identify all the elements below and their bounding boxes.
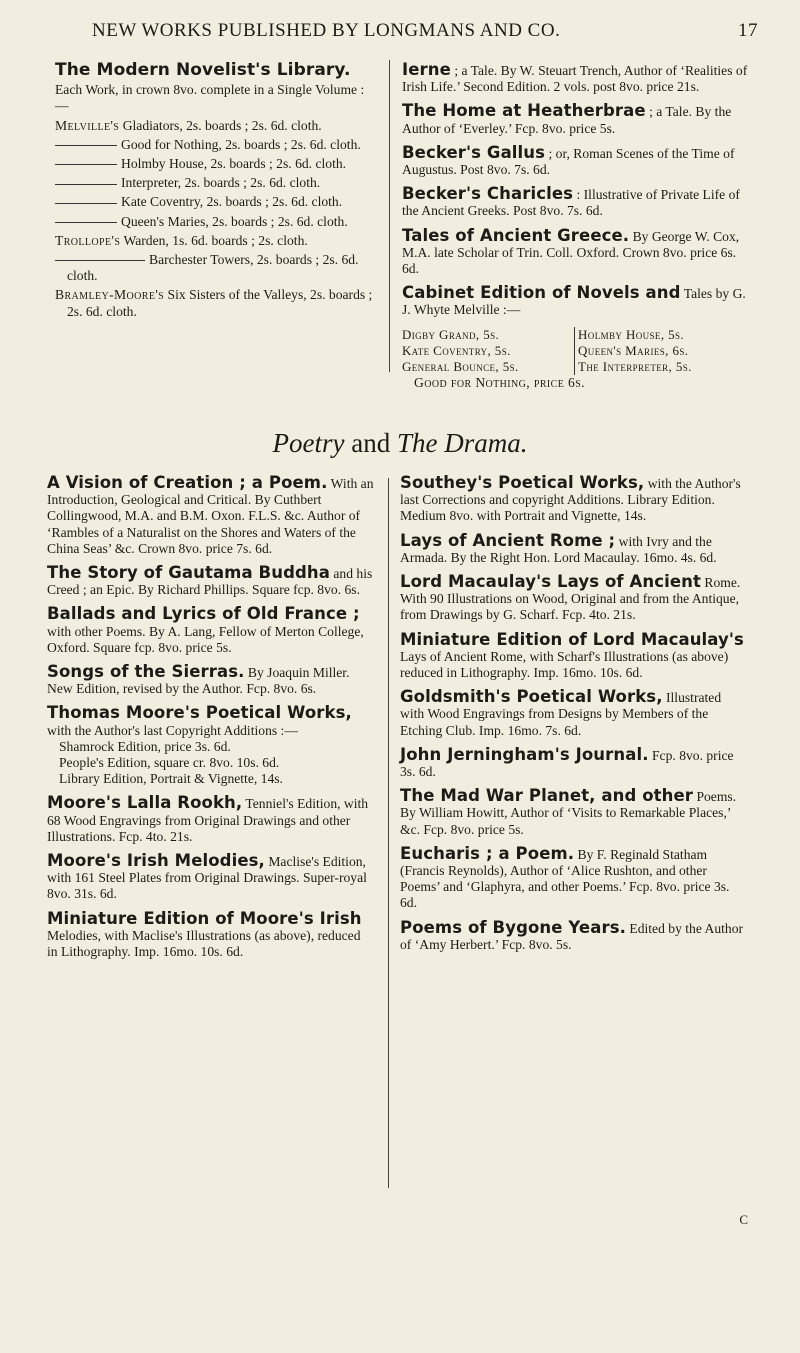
entry-subline: Shamrock Edition, price 3s. 6d. bbox=[59, 738, 231, 754]
entry-text: ; or, Roman Scenes of the Time of Augustus. Post 8vo. 7s. 6d. bbox=[402, 145, 735, 178]
book-entry bbox=[400, 574, 748, 624]
melville-grid bbox=[402, 327, 748, 375]
library-intro: Each Work, in crown 8vo. complete in a Single Volume :— bbox=[55, 82, 365, 114]
dash-rule bbox=[55, 164, 117, 165]
entry-title: John Jerningham's Journal. bbox=[400, 744, 649, 764]
library-entry bbox=[55, 233, 373, 249]
entry-title: Poems of Bygone Years. bbox=[400, 917, 626, 937]
entry-text: Barchester Towers, 2s. boards ; 2s. 6d. cloth. bbox=[67, 252, 359, 284]
book-entry bbox=[400, 530, 748, 566]
grid-cell bbox=[575, 343, 748, 359]
library-entry bbox=[55, 252, 373, 284]
poetry-left-column bbox=[47, 475, 374, 968]
book-entry bbox=[402, 103, 748, 136]
top-right-entries bbox=[402, 62, 748, 319]
entry-text: and his Creed ; an Epic. By Richard Phillips. Square fcp. 8vo. 6s. bbox=[47, 566, 373, 598]
entry-text: Illustrated with Wood Engravings from Designs by Members of the Etching Club. Imp. 16mo. 7s. 6d. bbox=[400, 690, 722, 738]
entry-title: Eucharis ; a Poem. bbox=[400, 843, 575, 863]
book-entry bbox=[402, 142, 748, 178]
entry-text: Poems. By William Howitt, Author of ‘Visits to Remarkable Places,’ &c. Fcp. 8vo. price 5s. bbox=[400, 789, 737, 837]
entry-title: Moore's Lalla Rookh, bbox=[47, 793, 243, 813]
entry-text: Lays of Ancient Rome, with Scharf's Illustrations (as above) reduced in Lithography. Imp. 16mo. 10s. 6d. bbox=[400, 648, 729, 681]
entry-text: By George W. Cox, M.A. late Scholar of Trin. Coll. Oxford. Crown 8vo. price 6s. 6d. bbox=[402, 228, 740, 277]
dash-rule bbox=[55, 203, 117, 204]
entry-subline: Library Edition, Portrait & Vignette, 14s. bbox=[59, 771, 283, 787]
entry-text: Edited by the Author of ‘Amy Herbert.’ Fcp. 8vo. 5s. bbox=[400, 920, 744, 952]
entry-title: Songs of the Sierras. bbox=[47, 662, 245, 682]
entry-text: Rome. With 90 Illustrations on Wood, Original and from the Antique, from Drawings by G. Scharf. Fcp. 4to. 21s. bbox=[400, 575, 741, 623]
entry-text: Queen's Maries, 2s. boards ; 2s. 6d. cloth. bbox=[121, 213, 348, 229]
entry-text: Maclise's Edition, with 161 Steel Plates from Original Drawings. Super-royal 8vo. 31s. 6d. bbox=[47, 854, 367, 902]
entry-text: Tenniel's Edition, with 68 Wood Engravings from Original Drawings and other Illustrations. Fcp. 4to. 21s. bbox=[47, 796, 369, 844]
entry-text: with the Author's last Corrections and copyright Additions. Library Edition. Medium 8vo. with Portrait and Vignette, 14s. bbox=[400, 476, 741, 524]
dash-rule bbox=[55, 145, 117, 146]
page-number: 17 bbox=[738, 20, 758, 41]
entry-title: Moore's Irish Melodies, bbox=[47, 851, 265, 871]
running-title: NEW WORKS PUBLISHED BY LONGMANS AND CO. bbox=[92, 20, 561, 41]
entry-text: with other Poems. By A. Lang, Fellow of Merton College, Oxford. Square fcp. 8vo. price 5s. bbox=[47, 623, 364, 655]
book-entry bbox=[47, 664, 374, 697]
book-entry bbox=[400, 917, 748, 953]
entry-author: Melville's bbox=[55, 117, 120, 133]
melville-last: Good for Nothing, price 6s. bbox=[414, 374, 585, 390]
grid-cell-text: The Interpreter, 5s. bbox=[578, 358, 692, 374]
grid-cell-text: Holmby House, 5s. bbox=[578, 326, 685, 342]
book-entry bbox=[47, 853, 374, 903]
library-entry bbox=[55, 214, 373, 230]
library-entry bbox=[55, 175, 373, 191]
entry-title: The Home at Heatherbrae bbox=[402, 101, 646, 121]
book-entry bbox=[47, 908, 374, 961]
grid-cell-text: Digby Grand, 5s. bbox=[402, 326, 500, 342]
entry-title: Lord Macaulay's Lays of Ancient bbox=[400, 572, 702, 592]
entry-title: Becker's Charicles bbox=[402, 184, 574, 204]
library-entries bbox=[55, 118, 373, 320]
grid-cell bbox=[402, 359, 575, 375]
book-entry bbox=[400, 744, 748, 780]
entry-title: The Story of Gautama Buddha bbox=[47, 563, 330, 583]
entry-title: The Modern Novelist's Library. bbox=[55, 60, 351, 80]
book-entry bbox=[47, 565, 374, 598]
entry-text: Holmby House, 2s. boards ; 2s. 6d. cloth. bbox=[121, 156, 347, 172]
grid-cell-text: General Bounce, 5s. bbox=[402, 358, 519, 374]
entry-text: ; a Tale. By the Author of ‘Everley.’ Fcp. 8vo. price 5s. bbox=[402, 104, 732, 136]
grid-cell-text: Queen's Maries, 6s. bbox=[578, 342, 689, 358]
book-entry bbox=[400, 843, 748, 912]
entry-text: : Illustrative of Private Life of the Ancient Greeks. Post 8vo. 7s. 6d. bbox=[402, 187, 740, 219]
grid-cell bbox=[575, 327, 748, 343]
entry-text: Six Sisters of the Valleys, 2s. boards ; 2s. 6d. cloth. bbox=[67, 287, 373, 319]
page-header bbox=[40, 20, 758, 46]
book-entry bbox=[47, 606, 374, 656]
dash-rule bbox=[55, 184, 117, 185]
entry-title: A Vision of Creation ; a Poem. bbox=[47, 473, 328, 492]
column-rule-top bbox=[389, 60, 390, 372]
entry-title: Tales of Ancient Greece. bbox=[402, 225, 630, 245]
section-heading-left: Poetry bbox=[272, 428, 345, 458]
entry-text: Gladiators, 2s. boards ; 2s. 6d. cloth. bbox=[122, 117, 322, 133]
grid-row bbox=[402, 343, 748, 359]
entry-text: with the Author's last Copyright Additions :— bbox=[47, 722, 298, 738]
book-entry bbox=[400, 788, 748, 838]
dash-rule bbox=[55, 260, 145, 261]
entry-text: By F. Reginald Statham (Francis Reynolds), Author of ‘Alice Rushton, and other Poems’ and ‘Glaphyra, and other Poems.’ Fcp. 8vo. price 3s. 6d. bbox=[400, 846, 730, 911]
entry-text: with Ivry and the Armada. By the Right Hon. Lord Macaulay. 16mo. 4s. 6d. bbox=[400, 533, 717, 565]
entry-title: Goldsmith's Poetical Works, bbox=[400, 687, 663, 707]
entry-title: Thomas Moore's Poetical Works, bbox=[47, 703, 352, 723]
poetry-right-column bbox=[400, 475, 748, 961]
entry-author: Trollope's bbox=[55, 232, 121, 248]
library-entry bbox=[55, 118, 373, 134]
grid-cell-text: Kate Coventry, 5s. bbox=[402, 342, 511, 358]
entry-title: Becker's Gallus bbox=[402, 142, 546, 162]
entry-text: Interpreter, 2s. boards ; 2s. 6d. cloth. bbox=[121, 175, 321, 191]
entry-title: Ierne bbox=[402, 60, 451, 79]
signature-mark: C bbox=[739, 1212, 748, 1227]
grid-cell bbox=[575, 359, 748, 375]
book-entry bbox=[47, 475, 374, 557]
book-entry bbox=[402, 225, 748, 278]
entry-text: Melodies, with Maclise's Illustrations (as above), reduced in Lithography. Imp. 16mo. 10s. 6d. bbox=[47, 927, 361, 960]
entry-title: Miniature Edition of Lord Macaulay's bbox=[400, 629, 744, 649]
entry-title: Miniature Edition of Moore's Irish bbox=[47, 908, 362, 928]
entry-title: Lays of Ancient Rome ; bbox=[400, 530, 616, 550]
entry-text: Fcp. 8vo. price 3s. 6d. bbox=[400, 747, 734, 780]
top-left-column bbox=[55, 62, 373, 323]
entry-text: ; a Tale. By W. Steuart Trench, Author of ‘Realities of Irish Life.’ Second Edition. 2 vols. post 8vo. price 21s. bbox=[402, 63, 748, 95]
top-right-column bbox=[402, 62, 748, 391]
entry-author: Bramley-Moore's bbox=[55, 287, 165, 303]
dash-rule bbox=[55, 222, 117, 223]
entry-text: By Joaquin Miller. New Edition, revised by the Author. Fcp. 8vo. 6s. bbox=[47, 665, 350, 697]
grid-cell bbox=[402, 343, 575, 359]
library-entry bbox=[55, 287, 373, 319]
book-entry bbox=[400, 475, 748, 525]
book-entry bbox=[47, 705, 374, 787]
section-heading-right: The Drama. bbox=[396, 428, 528, 458]
entry-text: With an Introduction, Geological and Critical. By Cuthbert Collingwood, M.A. and B.M. Oxon. F.L.S. &c. Author of ‘Rambles of a Naturalist on the Shores and Waters of the China Seas’ &c. Crown 8vo. price 7s. 6d. bbox=[47, 476, 374, 556]
entry-title: Southey's Poetical Works, bbox=[400, 473, 645, 492]
section-heading bbox=[0, 428, 800, 459]
entry-title: Ballads and Lyrics of Old France ; bbox=[47, 604, 360, 624]
library-entry bbox=[55, 194, 373, 210]
entry-title: Cabinet Edition of Novels and bbox=[402, 283, 681, 303]
grid-cell bbox=[402, 327, 575, 343]
book-entry bbox=[402, 285, 748, 318]
book-entry bbox=[402, 62, 748, 95]
book-entry bbox=[402, 186, 748, 219]
entry-text: Tales by G. J. Whyte Melville :— bbox=[402, 286, 746, 318]
entry-title: The Mad War Planet, and other bbox=[400, 786, 694, 806]
entry-subline: People's Edition, square cr. 8vo. 10s. 6d. bbox=[59, 755, 280, 771]
library-entry bbox=[55, 156, 373, 172]
book-entry bbox=[400, 629, 748, 682]
book-entry bbox=[400, 689, 748, 739]
entry-text: Warden, 1s. 6d. boards ; 2s. cloth. bbox=[123, 232, 308, 248]
section-heading-and: and bbox=[351, 428, 391, 458]
column-rule-bottom bbox=[388, 478, 389, 1188]
grid-row bbox=[402, 359, 748, 375]
entry-text: Good for Nothing, 2s. boards ; 2s. 6d. cloth. bbox=[121, 136, 361, 152]
library-entry bbox=[55, 137, 373, 153]
grid-row bbox=[402, 327, 748, 343]
entry-text: Kate Coventry, 2s. boards ; 2s. 6d. cloth. bbox=[121, 194, 343, 210]
book-entry bbox=[47, 795, 374, 845]
